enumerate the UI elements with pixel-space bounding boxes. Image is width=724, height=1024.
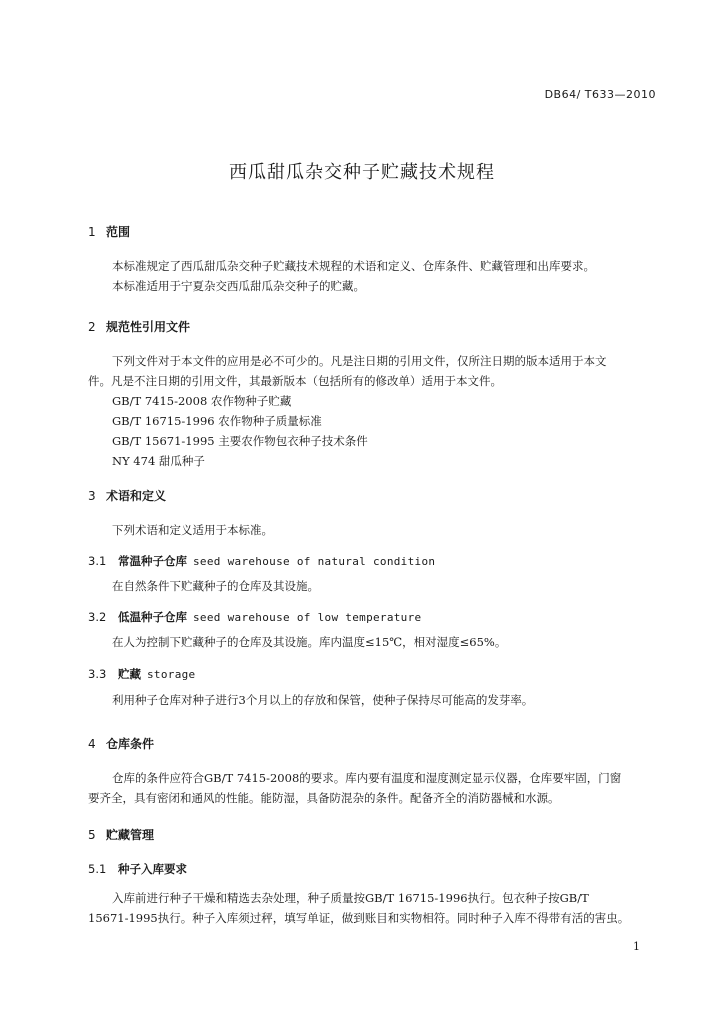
paragraph-line: 在人为控制下贮藏种子的仓库及其设施。库内温度≤15℃，相对湿度≤65%。 [112, 635, 507, 649]
reference-item: NY 474 甜瓜种子 [112, 454, 205, 468]
reference-item: GB/T 16715-1996 农作物种子质量标准 [112, 414, 322, 428]
subsection-heading [88, 861, 193, 877]
paragraph-line: 在自然条件下贮藏种子的仓库及其设施。 [112, 579, 319, 593]
subsection-heading [88, 553, 435, 569]
paragraph-line: 本标准适用于宁夏杂交西瓜甜瓜杂交种子的贮藏。 [112, 279, 365, 293]
subsection-number: 3.1 [88, 554, 107, 568]
section-number: 5 [88, 828, 96, 842]
subsection-number: 3.3 [88, 667, 107, 681]
section-title: 仓库条件 [106, 737, 155, 751]
section-number: 3 [88, 489, 96, 503]
paragraph-line: 要齐全，具有密闭和通风的性能。能防湿，具备防混杂的条件。配备齐全的消防器械和水源。 [88, 791, 560, 805]
page-number: 1 [633, 940, 640, 953]
paragraph-line: 15671-1995执行。种子入库须过秤，填写单证，做到账目和实物相符。同时种子入库不得带有活的害虫。 [88, 911, 630, 925]
subsection-title: 常温种子仓库 [118, 554, 187, 568]
paragraph-line: 下列术语和定义适用于本标准。 [112, 523, 273, 537]
subsection-english-term: seed warehouse of natural condition [193, 555, 436, 568]
subsection-number: 5.1 [88, 862, 107, 876]
section-number: 1 [88, 225, 96, 239]
subsection-title: 低温种子仓库 [118, 610, 187, 624]
section-heading [88, 487, 166, 504]
subsection-english-term: seed warehouse of low temperature [193, 611, 422, 624]
paragraph-line: 入库前进行种子干燥和精选去杂处理，种子质量按GB/T 16715-1996执行。包衣种子按GB/T [112, 891, 589, 905]
subsection-title: 贮藏 [118, 667, 141, 681]
section-heading [88, 735, 154, 752]
section-title: 范围 [106, 225, 131, 239]
subsection-english-term: storage [147, 668, 196, 681]
subsection-heading [88, 666, 195, 682]
paragraph-line: 仓库的条件应符合GB/T 7415-2008的要求。库内要有温度和湿度测定显示仪器，仓库要牢固，门窗 [112, 771, 622, 785]
document-title: 西瓜甜瓜杂交种子贮藏技术规程 [229, 162, 495, 183]
subsection-title: 种子入库要求 [118, 862, 187, 876]
document-code: DB64/ T633—2010 [544, 88, 656, 101]
reference-item: GB/T 15671-1995 主要农作物包衣种子技术条件 [112, 434, 368, 448]
section-number: 4 [88, 737, 96, 751]
paragraph-line: 件。凡是不注日期的引用文件，其最新版本（包括所有的修改单）适用于本文件。 [88, 374, 502, 388]
section-heading [88, 318, 190, 335]
section-heading [88, 223, 130, 240]
paragraph-line: 利用种子仓库对种子进行3个月以上的存放和保管，使种子保持尽可能高的发芽率。 [112, 693, 534, 707]
reference-item: GB/T 7415-2008 农作物种子贮藏 [112, 394, 292, 408]
subsection-number: 3.2 [88, 610, 107, 624]
paragraph-line: 本标准规定了西瓜甜瓜杂交种子贮藏技术规程的术语和定义、仓库条件、贮藏管理和出库要求。 [112, 259, 595, 273]
subsection-heading [88, 609, 421, 625]
section-number: 2 [88, 320, 96, 334]
paragraph-line: 下列文件对于本文件的应用是必不可少的。凡是注日期的引用文件，仅所注日期的版本适用于本文 [112, 354, 607, 368]
section-title: 规范性引用文件 [106, 320, 191, 334]
section-heading [88, 826, 154, 843]
section-title: 术语和定义 [106, 489, 167, 503]
section-title: 贮藏管理 [106, 828, 155, 842]
